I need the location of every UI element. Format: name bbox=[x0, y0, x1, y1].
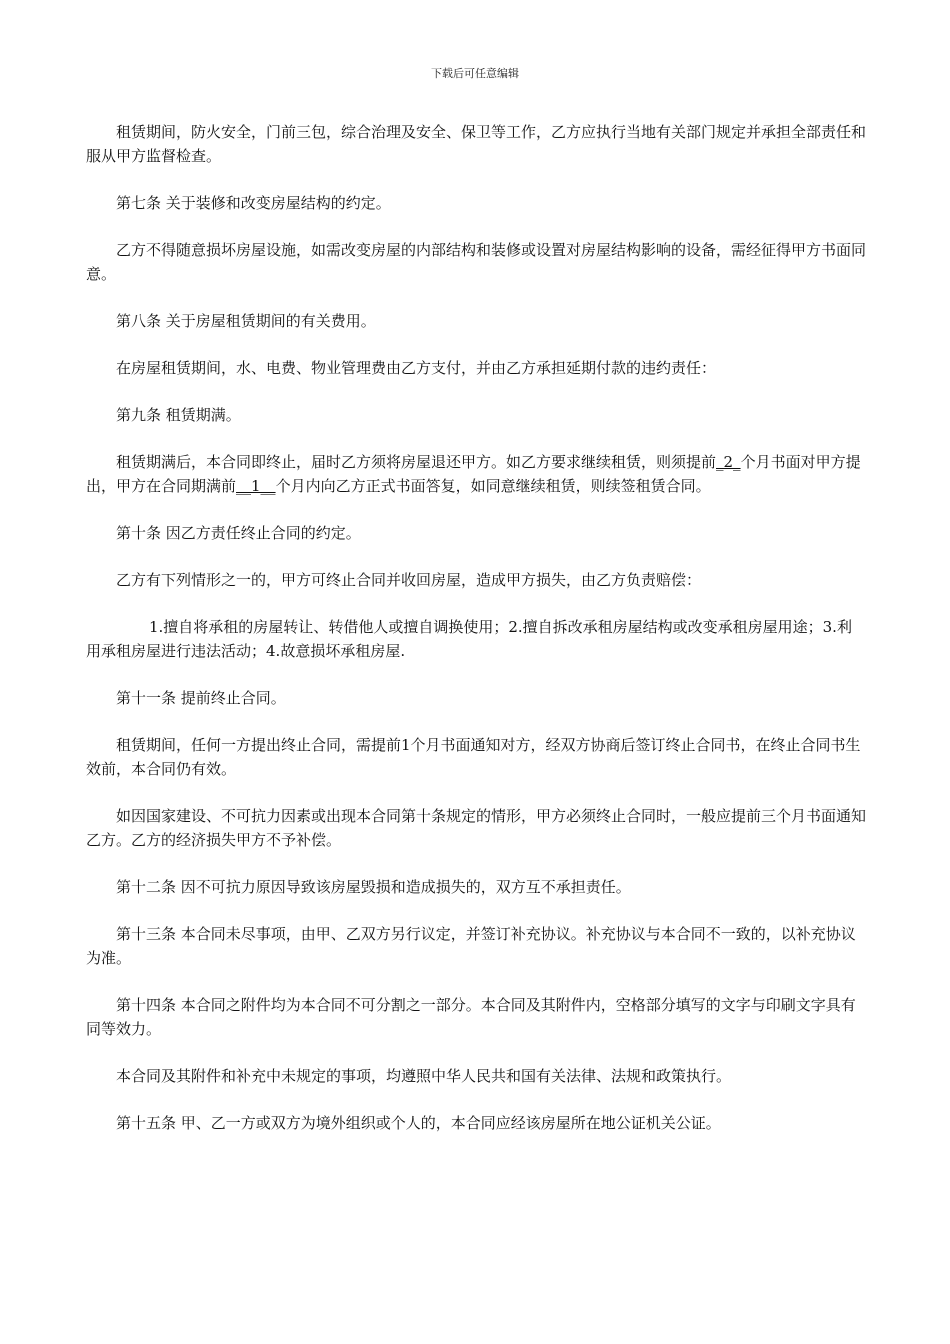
lease-expiry-text-c: 个月内向乙方正式书面答复，如同意继续租赁，则续签租赁合同。 bbox=[275, 477, 711, 495]
paragraph-termination-conditions: 乙方有下列情形之一的，甲方可终止合同并收回房屋，造成甲方损失，由乙方负责赔偿： bbox=[116, 571, 702, 589]
paragraph-force-majeure-termination: 如因国家建设、不可抗力因素或出现本合同第十条规定的情形，甲方必须终止合同时，一般应提前三个月书面通知乙方。乙方的经济损失甲方不予补偿。 bbox=[86, 807, 867, 849]
article-10-heading: 第十条 因乙方责任终止合同的约定。 bbox=[116, 524, 361, 542]
article-8-heading: 第八条 关于房屋租赁期间的有关费用。 bbox=[116, 312, 376, 330]
termination-conditions-list: 1.擅自将承租的房屋转让、转借他人或擅自调换使用；2.擅自拆改承租房屋结构或改变承租房屋用途；3.利用承租房屋进行违法活动；4.故意损坏承租房屋. bbox=[86, 618, 852, 660]
paragraph-safety: 租赁期间，防火安全，门前三包，综合治理及安全、保卫等工作，乙方应执行当地有关部门规定并承担全部责任和服从甲方监督检查。 bbox=[86, 123, 867, 165]
lease-expiry-text-a: 租赁期满后，本合同即终止，届时乙方须将房屋退还甲方。如乙方要求继续租赁，则须提前 bbox=[116, 453, 717, 471]
reply-months-field: __1__ bbox=[236, 477, 276, 495]
article-7-heading: 第七条 关于装修和改变房屋结构的约定。 bbox=[116, 194, 391, 212]
paragraph-early-termination: 租赁期间，任何一方提出终止合同，需提前1个月书面通知对方，经双方协商后签订终止合同书，在终止合同书生效前，本合同仍有效。 bbox=[86, 736, 861, 778]
paragraph-renovation: 乙方不得随意损坏房屋设施，如需改变房屋的内部结构和装修或设置对房屋结构影响的设备，需经征得甲方书面同意。 bbox=[86, 241, 867, 283]
article-9-heading: 第九条 租赁期满。 bbox=[116, 406, 241, 424]
document-body bbox=[86, 120, 866, 1158]
article-11-heading: 第十一条 提前终止合同。 bbox=[116, 689, 286, 707]
article-12: 第十二条 因不可抗力原因导致该房屋毁损和造成损失的，双方互不承担责任。 bbox=[116, 878, 631, 896]
article-14: 第十四条 本合同之附件均为本合同不可分割之一部分。本合同及其附件内，空格部分填写的文字与印刷文字具有同等效力。 bbox=[86, 996, 856, 1038]
article-13: 第十三条 本合同未尽事项，由甲、乙双方另行议定，并签订补充协议。补充协议与本合同不一致的，以补充协议为准。 bbox=[86, 925, 856, 967]
paragraph-applicable-law: 本合同及其附件和补充中未规定的事项，均遵照中华人民共和国有关法律、法规和政策执行。 bbox=[116, 1067, 732, 1085]
notice-months-field: _2_ bbox=[716, 453, 741, 471]
paragraph-lease-expiry bbox=[86, 450, 866, 498]
paragraph-fees: 在房屋租赁期间，水、电费、物业管理费由乙方支付，并由乙方承担延期付款的违约责任： bbox=[116, 359, 717, 377]
page-header: 下载后可任意编辑 bbox=[431, 67, 519, 80]
article-15: 第十五条 甲、乙一方或双方为境外组织或个人的，本合同应经该房屋所在地公证机关公证。 bbox=[116, 1114, 721, 1132]
lease-expiry-text-b: 个月书面对甲方提出，甲方在合同期满前 bbox=[86, 453, 861, 495]
